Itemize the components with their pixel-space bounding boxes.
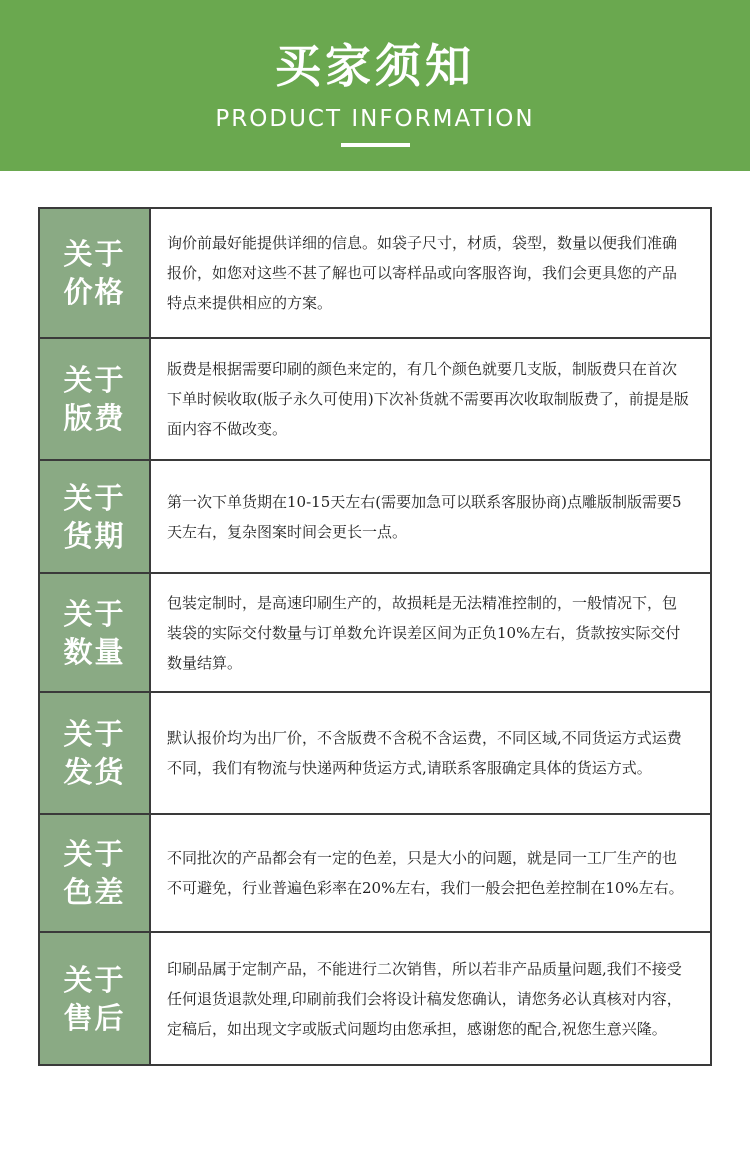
row-text: 包装定制时，是高速印刷生产的，故损耗是无法精准控制的，一般情况下，包装袋的实际交付数量与订单数允许误差区间为正负10%左右，货款按实际交付数量结算。 xyxy=(151,574,710,691)
title-underline xyxy=(341,143,410,147)
info-row-quantity xyxy=(40,574,710,691)
page-subtitle: PRODUCT INFORMATION xyxy=(215,106,535,132)
row-label: 关于价格 xyxy=(40,209,149,337)
info-row-price xyxy=(40,209,710,337)
info-row-shipping xyxy=(40,693,710,813)
info-row-after-sales xyxy=(40,933,710,1064)
info-row-plate-fee xyxy=(40,339,710,459)
row-label: 关于色差 xyxy=(40,815,149,931)
row-label: 关于货期 xyxy=(40,461,149,572)
row-text: 询价前最好能提供详细的信息。如袋子尺寸，材质，袋型，数量以便我们准确报价，如您对这些不甚了解也可以寄样品或向客服咨询，我们会更具您的产品特点来提供相应的方案。 xyxy=(151,209,710,337)
header-banner xyxy=(0,0,750,171)
row-label: 关于版费 xyxy=(40,339,149,459)
info-row-color-difference xyxy=(40,815,710,931)
page-title: 买家须知 xyxy=(275,39,475,93)
row-text: 不同批次的产品都会有一定的色差，只是大小的问题，就是同一工厂生产的也不可避免，行业普遍色彩率在20%左右，我们一般会把色差控制在10%左右。 xyxy=(151,815,710,931)
info-table xyxy=(38,207,712,1066)
info-row-delivery-time xyxy=(40,461,710,572)
row-text: 版费是根据需要印刷的颜色来定的，有几个颜色就要几支版，制版费只在首次下单时候收取(版子永久可使用)下次补货就不需要再次收取制版费了，前提是版面内容不做改变。 xyxy=(151,339,710,459)
row-label: 关于发货 xyxy=(40,693,149,813)
row-text: 第一次下单货期在10-15天左右(需要加急可以联系客服协商)点雕版制版需要5天左右，复杂图案时间会更长一点。 xyxy=(151,461,710,572)
row-text: 印刷品属于定制产品，不能进行二次销售，所以若非产品质量问题,我们不接受任何退货退款处理,印刷前我们会将设计稿发您确认，请您务必认真核对内容，定稿后，如出现文字或版式问题均由您承担，感谢您的配合,祝您生意兴隆。 xyxy=(151,933,710,1064)
row-label: 关于售后 xyxy=(40,933,149,1064)
row-text: 默认报价均为出厂价，不含版费不含税不含运费，不同区域,不同货运方式运费不同，我们有物流与快递两种货运方式,请联系客服确定具体的货运方式。 xyxy=(151,693,710,813)
row-label: 关于数量 xyxy=(40,574,149,691)
